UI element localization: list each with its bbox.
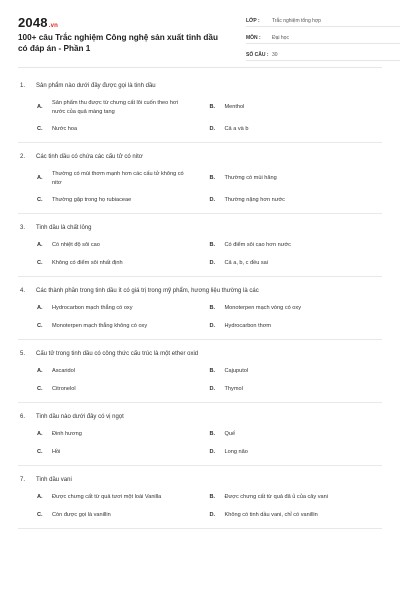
option-a[interactable] <box>37 170 210 187</box>
option-d[interactable] <box>210 259 383 268</box>
option-c[interactable] <box>37 385 210 394</box>
question-4 <box>18 287 382 340</box>
option-letter: A. <box>37 494 43 501</box>
logo-suffix: .vn <box>48 23 59 29</box>
option-letter: D. <box>209 323 216 330</box>
question-number: 5. <box>20 351 26 357</box>
site-logo[interactable] <box>18 15 58 30</box>
options <box>18 241 382 268</box>
option-text: Cả a, b, c đều sai <box>224 260 269 267</box>
options <box>18 430 382 457</box>
option-b[interactable] <box>210 304 383 313</box>
question-text <box>18 287 382 296</box>
option-c[interactable] <box>37 259 210 268</box>
option-letter: C. <box>37 126 43 133</box>
info-key: MÔN : <box>246 35 261 41</box>
option-letter: A. <box>37 368 43 375</box>
option-letter: D. <box>209 126 216 133</box>
question-body: Tinh dầu nào dưới đây có vị ngọt <box>36 414 124 420</box>
option-c[interactable] <box>37 125 210 134</box>
question-text <box>18 350 382 359</box>
question-body: Tinh dầu là chất lỏng <box>36 225 92 231</box>
option-letter: C. <box>37 260 43 267</box>
option-a[interactable] <box>37 367 210 376</box>
option-text: Thường có mùi hăng <box>224 175 277 182</box>
question-number: 3. <box>20 225 26 231</box>
option-letter: D. <box>209 449 216 456</box>
question-text <box>18 82 382 91</box>
option-letter: D. <box>209 386 216 393</box>
option-letter: A. <box>37 242 43 249</box>
option-text: Long não <box>224 449 248 456</box>
option-text: Ascaridol <box>52 368 76 375</box>
option-letter: C. <box>37 323 43 330</box>
question-text <box>18 153 382 162</box>
page-header <box>18 0 382 68</box>
option-letter: D. <box>209 512 216 519</box>
option-letter: B. <box>209 494 216 501</box>
options <box>18 493 382 520</box>
option-text: Quế <box>224 431 236 438</box>
option-text: Sản phẩm thu được từ chưng cất lôi cuốn theo hơi nước của quả màng tang <box>52 100 178 115</box>
options <box>18 304 382 331</box>
option-letter: A. <box>37 431 43 438</box>
question-3 <box>18 224 382 277</box>
option-a[interactable] <box>37 430 210 439</box>
info-row-class <box>246 15 400 27</box>
info-row-subject <box>246 32 400 44</box>
question-body: Cấu tử trong tinh dầu có công thức cấu trúc là một ether oxid <box>36 351 199 357</box>
option-a[interactable] <box>37 99 210 116</box>
question-number: 4. <box>20 288 26 294</box>
question-list <box>18 68 382 529</box>
option-letter: B. <box>209 175 216 182</box>
option-d[interactable] <box>210 322 383 331</box>
option-text: Monoterpen mạch vòng có oxy <box>224 305 301 312</box>
question-body: Tinh dầu vani <box>36 477 72 483</box>
option-c[interactable] <box>37 196 210 205</box>
option-text: Thường nặng hơn nước <box>224 197 285 204</box>
info-row-count <box>246 49 400 61</box>
option-letter: A. <box>37 175 43 182</box>
option-text: Hydrocarbon mạch thẳng có oxy <box>52 305 133 312</box>
info-value: Đại học <box>272 35 289 41</box>
option-text: Hồi <box>52 449 61 456</box>
page-title: 100+ câu Trắc nghiệm Công nghệ sản xuất tinh dầu có đáp án - Phần 1 <box>18 33 218 53</box>
option-text: Không có tinh dầu vani, chỉ có vanillin <box>224 512 318 519</box>
option-letter: C. <box>37 449 43 456</box>
question-2 <box>18 153 382 214</box>
question-number: 7. <box>20 477 26 483</box>
question-7 <box>18 476 382 529</box>
option-text: Menthol <box>224 104 245 111</box>
question-5 <box>18 350 382 403</box>
option-text: Hydrocarbon thơm <box>224 323 272 330</box>
option-a[interactable] <box>37 304 210 313</box>
option-d[interactable] <box>210 385 383 394</box>
question-text <box>18 476 382 485</box>
option-text: Citronelol <box>52 386 76 393</box>
option-c[interactable] <box>37 322 210 331</box>
option-c[interactable] <box>37 448 210 457</box>
option-letter: C. <box>37 197 43 204</box>
info-panel <box>246 15 400 66</box>
info-key: SỐ CÂU : <box>246 52 269 58</box>
options <box>18 367 382 394</box>
option-d[interactable] <box>210 196 383 205</box>
option-text: Không có điểm sôi nhất định <box>52 260 123 267</box>
option-text: Thường có mùi thơm mạnh hơn các cấu tử không có nitơ <box>52 171 184 186</box>
info-key: LỚP : <box>246 18 260 24</box>
option-d[interactable] <box>210 448 383 457</box>
option-letter: D. <box>209 197 216 204</box>
question-body: Sản phẩm nào dưới đây được gọi là tinh dầu <box>36 83 156 89</box>
option-b[interactable] <box>210 241 383 250</box>
option-text: Thymol <box>224 386 243 393</box>
option-d[interactable] <box>210 125 383 134</box>
option-letter: D. <box>209 260 216 267</box>
question-text <box>18 224 382 233</box>
option-letter: B. <box>209 368 216 375</box>
option-letter: B. <box>209 242 216 249</box>
logo-name: 2048 <box>18 15 48 30</box>
option-a[interactable] <box>37 493 210 502</box>
question-text <box>18 413 382 422</box>
option-text: Còn được gọi là vanillin <box>52 512 111 519</box>
option-letter: C. <box>37 386 43 393</box>
option-c[interactable] <box>37 511 210 520</box>
options <box>18 170 382 205</box>
options <box>18 99 382 134</box>
option-text: Đinh hương <box>52 431 82 438</box>
option-letter: B. <box>209 431 216 438</box>
option-letter: B. <box>209 305 216 312</box>
option-text: Nước hoa <box>52 126 78 133</box>
info-value: Trắc nghiệm tổng hợp <box>272 18 321 24</box>
option-b[interactable] <box>210 430 383 439</box>
option-text: Thường gặp trong họ rubiaceae <box>52 197 132 204</box>
option-b[interactable] <box>210 493 383 502</box>
info-value: 30 <box>272 52 278 58</box>
option-text: Được chưng cất từ quả đã ủ của cây vani <box>224 494 329 501</box>
option-letter: A. <box>37 104 43 111</box>
option-text: Cả a và b <box>224 126 249 133</box>
option-text: Monoterpen mạch thẳng không có oxy <box>52 323 148 330</box>
option-letter: B. <box>209 104 216 111</box>
question-1 <box>18 82 382 143</box>
option-text: Được chưng cất từ quả tươi một loài Vanilla <box>52 494 162 501</box>
option-b[interactable] <box>210 99 383 116</box>
question-number: 2. <box>20 154 26 160</box>
question-number: 6. <box>20 414 26 420</box>
option-b[interactable] <box>210 170 383 187</box>
option-b[interactable] <box>210 367 383 376</box>
question-body: Các thành phần trong tinh dầu ít có giá trị trong mỹ phẩm, hương liệu thường là các <box>36 288 259 294</box>
option-text: Có điểm sôi cao hơn nước <box>224 242 291 249</box>
option-letter: A. <box>37 305 43 312</box>
option-d[interactable] <box>210 511 383 520</box>
option-a[interactable] <box>37 241 210 250</box>
option-text: Cajuputol <box>224 368 249 375</box>
question-6 <box>18 413 382 466</box>
option-letter: C. <box>37 512 43 519</box>
option-text: Có nhiệt độ sôi cao <box>52 242 100 249</box>
question-body: Các tinh dầu có chứa các cấu tử có nitơ <box>36 154 143 160</box>
question-number: 1. <box>20 83 26 89</box>
